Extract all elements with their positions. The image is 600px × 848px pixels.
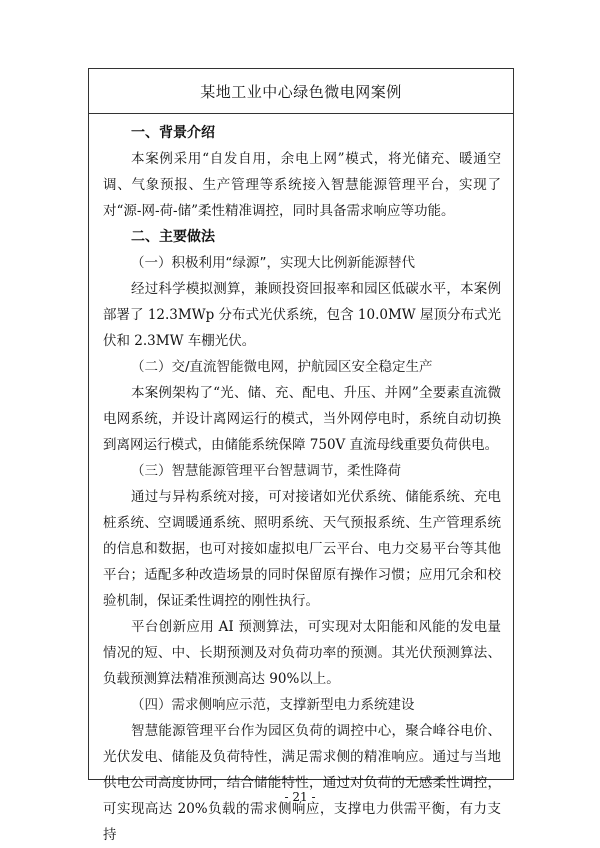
- subsection-heading-demand-response: （四）需求侧响应示范，支撑新型电力系统建设: [131, 697, 415, 713]
- section-heading-background: 一、背景介绍: [131, 125, 215, 141]
- document-title: 某地工业中心绿色微电网案例: [89, 69, 513, 114]
- paragraph-background: 本案例采用“自发自用，余电上网”模式，将光储充、暖通空调、气象预报、生产管理等系统接入智慧能源管理平台，实现了对“源-网-荷-储”柔性精准调控，同时具备需求响应等功能。: [103, 151, 501, 219]
- subsection-heading-microgrid: （二）交/直流智能微电网，护航园区安全稳定生产: [131, 359, 433, 375]
- paragraph-demand-response: 智慧能源管理平台作为园区负荷的调控中心，聚合峰谷电价、光伏发电、储能及负荷特性，满足需求侧的精准响应。通过与当地供电公司高度协同，结合储能特性，通过对负荷的无感柔性调控，可实现高达 20%负载的需求侧响应，支撑电力供需平衡，有力支持: [103, 723, 501, 843]
- page-number: - 21 -: [284, 790, 316, 804]
- paragraph-green-source: 经过科学模拟测算，兼顾投资回报率和园区低碳水平，本案例部署了 12.3MWp 分布式光伏系统，包含 10.0MW 屋顶分布式光伏和 2.3MW 车棚光伏。: [103, 281, 501, 349]
- paragraph-energy-platform-integration: 通过与异构系统对接，可对接诸如光伏系统、储能系统、充电桩系统、空调暖通系统、照明系统、天气预报系统、生产管理系统的信息和数据，也可对接如虚拟电厂云平台、电力交易平台等其他平台；适配多种改造场景的同时保留原有操作习惯；应用冗余和校验机制，保证柔性调控的刚性执行。: [103, 489, 501, 609]
- section-heading-main-practices: 二、主要做法: [131, 229, 215, 245]
- document-body: [89, 114, 513, 848]
- paragraph-energy-platform-ai: 平台创新应用 AI 预测算法，可实现对太阳能和风能的发电量情况的短、中、长期预测及对负荷功率的预测。其光伏预测算法、负载预测算法精准预测高达 90%以上。: [103, 619, 501, 687]
- paragraph-microgrid: 本案例架构了“光、储、充、配电、升压、并网”全要素直流微电网系统，并设计离网运行的模式，当外网停电时，系统自动切换到离网运行模式，由储能系统保障 750V 直流母线重要负荷供电。: [103, 385, 501, 453]
- subsection-heading-green-source: （一）积极利用“绿源”，实现大比例新能源替代: [131, 255, 415, 271]
- subsection-heading-energy-platform: （三）智慧能源管理平台智慧调节，柔性降荷: [131, 463, 401, 479]
